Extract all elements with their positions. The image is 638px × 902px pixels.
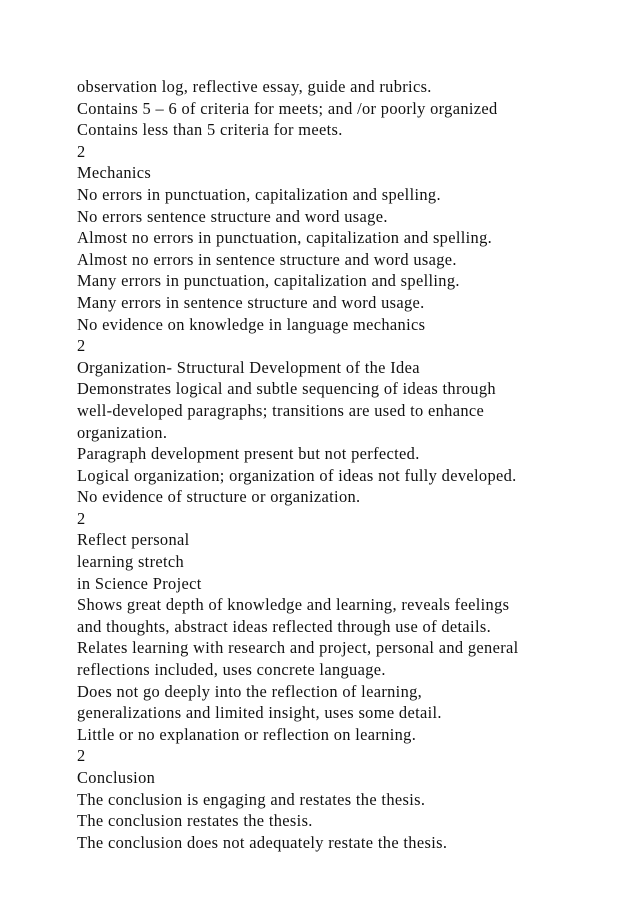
- text-line: and thoughts, abstract ideas reflected through use of details.: [77, 616, 492, 636]
- criterion-heading-reflection: learning stretch: [77, 552, 185, 572]
- document-text: [77, 76, 627, 853]
- text-line: No errors in punctuation, capitalization and spelling.: [77, 184, 441, 204]
- text-line: Contains 5 – 6 of criteria for meets; and /or poorly organized: [77, 98, 498, 118]
- text-line: Shows great depth of knowledge and learning, reveals feelings: [77, 595, 510, 615]
- text-line: Contains less than 5 criteria for meets.: [77, 120, 343, 140]
- text-line: Demonstrates logical and subtle sequencing of ideas through: [77, 379, 496, 399]
- text-line: Little or no explanation or reflection on learning.: [77, 724, 417, 744]
- score-value: 2: [77, 336, 86, 356]
- text-line: Many errors in punctuation, capitalization and spelling.: [77, 271, 460, 291]
- text-line: Many errors in sentence structure and word usage.: [77, 292, 425, 312]
- text-line: The conclusion does not adequately restate the thesis.: [77, 832, 448, 852]
- text-line: The conclusion is engaging and restates the thesis.: [77, 789, 426, 809]
- criterion-heading-reflection: in Science Project: [77, 573, 202, 593]
- text-line: Does not go deeply into the reflection of learning,: [77, 681, 423, 701]
- text-line: The conclusion restates the thesis.: [77, 811, 313, 831]
- text-line: observation log, reflective essay, guide and rubrics.: [77, 77, 432, 96]
- score-value: 2: [77, 746, 86, 766]
- text-line: Almost no errors in sentence structure and word usage.: [77, 249, 457, 269]
- text-line: No evidence of structure or organization.: [77, 487, 361, 507]
- criterion-heading-reflection: Reflect personal: [77, 530, 190, 550]
- text-line: No evidence on knowledge in language mechanics: [77, 314, 426, 334]
- text-line: reflections included, uses concrete language.: [77, 660, 386, 680]
- score-value: 2: [77, 141, 86, 161]
- text-line: organization.: [77, 422, 168, 442]
- text-line: Logical organization; organization of ideas not fully developed.: [77, 465, 517, 485]
- criterion-heading-organization: Organization- Structural Development of the Idea: [77, 357, 420, 377]
- text-line: generalizations and limited insight, uses some detail.: [77, 703, 442, 723]
- criterion-heading-mechanics: Mechanics: [77, 163, 152, 183]
- text-line: Almost no errors in punctuation, capitalization and spelling.: [77, 228, 493, 248]
- text-line: No errors sentence structure and word usage.: [77, 206, 388, 226]
- text-line: Relates learning with research and project, personal and general: [77, 638, 519, 658]
- score-value: 2: [77, 508, 86, 528]
- text-line: Paragraph development present but not perfected.: [77, 444, 420, 464]
- text-line: well-developed paragraphs; transitions are used to enhance: [77, 400, 485, 420]
- criterion-heading-conclusion: Conclusion: [77, 768, 156, 787]
